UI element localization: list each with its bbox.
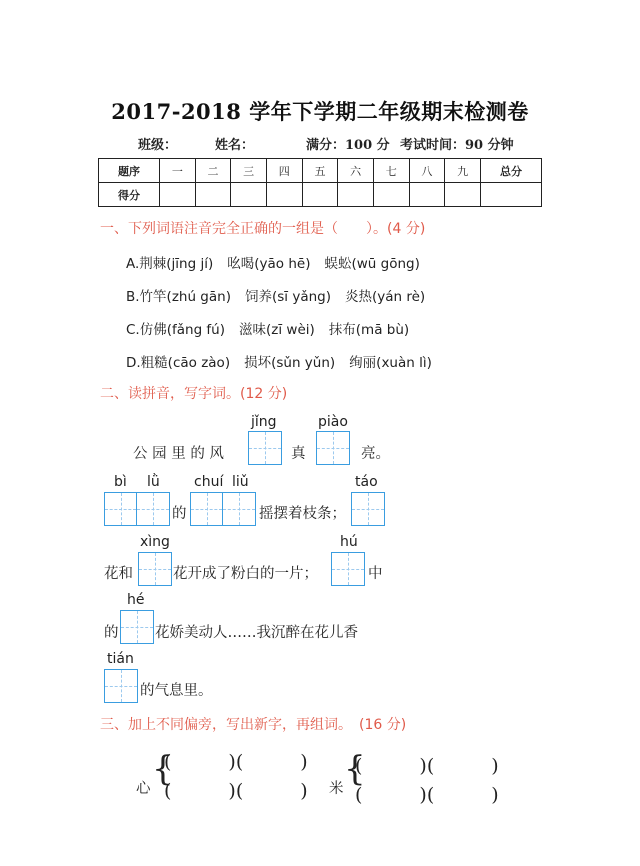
pinyin-chui: chuí <box>194 474 224 490</box>
column-cell: 三 <box>231 159 267 183</box>
option-word: A.荆棘(jīng jí) <box>126 256 214 272</box>
option-word: B.竹竿(zhú gān) <box>126 289 231 305</box>
score-cell[interactable] <box>160 183 196 207</box>
score-cell[interactable] <box>195 183 231 207</box>
writing-grid-piao[interactable] <box>316 431 350 465</box>
pinyin-bi: bì <box>114 474 127 490</box>
column-cell: 八 <box>409 159 445 183</box>
writing-grid-bilu[interactable] <box>104 492 170 526</box>
section3-heading: 三、加上不同偏旁，写出新字，再组词。 (16 分) <box>100 717 407 733</box>
pinyin-he: hé <box>127 592 145 608</box>
text-line4a: 的 <box>104 625 119 641</box>
option-word: 饲养(sī yǎng) <box>244 289 331 305</box>
writing-grid-he[interactable] <box>120 610 154 644</box>
section2-heading: 二、读拼音，写字词。(12 分) <box>100 386 288 402</box>
pinyin-tian: tián <box>107 651 134 667</box>
text-line3b: 花开成了粉白的一片； <box>173 566 318 582</box>
score-table-score-row <box>99 183 542 207</box>
paren-row-mi-1[interactable]: ( )( ) <box>355 755 499 777</box>
writing-grid-tian[interactable] <box>104 669 138 703</box>
option-b <box>126 285 439 305</box>
exam-time: 考试时间：90 分钟 <box>400 138 514 153</box>
score-cell[interactable] <box>338 183 374 207</box>
option-word: 滋味(zī wèi) <box>239 322 315 338</box>
text-line5: 的气息里。 <box>140 683 213 699</box>
score-cell[interactable] <box>409 183 445 207</box>
paren-row-mi-2[interactable]: ( )( ) <box>355 784 499 806</box>
option-word: 绚丽(xuàn lì) <box>349 355 432 371</box>
column-cell: 二 <box>195 159 231 183</box>
score-table <box>98 158 542 207</box>
option-word: D.粗糙(cāo zào) <box>126 355 231 371</box>
column-cell: 九 <box>445 159 481 183</box>
paren-row-xin-2[interactable]: ( )( ) <box>164 780 308 802</box>
root-char-mi: 米 <box>329 781 344 797</box>
writing-grid-chuiliu[interactable] <box>190 492 256 526</box>
pinyin-lu: lǜ <box>147 474 160 490</box>
score-cell[interactable] <box>373 183 409 207</box>
score-cell[interactable] <box>231 183 267 207</box>
brace-xin: { <box>152 749 174 789</box>
score-cell[interactable] <box>481 183 542 207</box>
score-cell[interactable] <box>302 183 338 207</box>
score-table-header-row <box>99 159 542 183</box>
pinyin-hu: hú <box>340 534 358 550</box>
header-cell: 题序 <box>99 159 160 183</box>
option-c <box>126 318 423 338</box>
pinyin-liu: liǔ <box>232 474 249 490</box>
score-cell[interactable] <box>266 183 302 207</box>
paren-row-xin-1[interactable]: ( )( ) <box>164 751 308 773</box>
pinyin-xing: xìng <box>140 534 170 550</box>
writing-grid-tao[interactable] <box>351 492 385 526</box>
brace-mi: { <box>344 749 366 789</box>
pinyin-tao: táo <box>355 474 378 490</box>
text-line3c: 中 <box>368 566 383 582</box>
pinyin-piao: piào <box>318 414 348 430</box>
class-label: 班级： <box>138 138 178 153</box>
option-d <box>126 351 446 371</box>
column-cell: 五 <box>302 159 338 183</box>
option-word: 吆喝(yāo hē) <box>227 256 311 272</box>
text-line1b: 真 <box>291 446 306 462</box>
option-word: 蜈蚣(wū gōng) <box>324 256 420 272</box>
text-line2a: 的 <box>172 506 187 522</box>
option-word: 抹布(mā bù) <box>328 322 410 338</box>
total-cell: 总分 <box>481 159 542 183</box>
name-label: 姓名： <box>215 138 255 153</box>
text-line1c: 亮。 <box>361 446 390 462</box>
option-a <box>126 252 434 272</box>
option-word: C.仿佛(fǎng fú) <box>126 322 226 338</box>
column-cell: 一 <box>160 159 196 183</box>
column-cell: 七 <box>373 159 409 183</box>
text-line4b: 花娇美动人……我沉醉在花儿香 <box>155 625 358 641</box>
text-line1a: 公 园 里 的 风 <box>133 446 224 462</box>
pinyin-jing: jǐng <box>251 414 277 430</box>
column-cell: 六 <box>338 159 374 183</box>
writing-grid-jing[interactable] <box>248 431 282 465</box>
section1-heading: 一、下列词语注音完全正确的一组是（ ）。(4 分) <box>100 221 426 237</box>
full-score: 满分：100 分 <box>306 138 390 153</box>
root-char-xin: 心 <box>136 781 151 797</box>
header-cell: 得分 <box>99 183 160 207</box>
option-word: 炎热(yán rè) <box>344 289 426 305</box>
writing-grid-xing[interactable] <box>138 552 172 586</box>
column-cell: 四 <box>266 159 302 183</box>
page-title: 2017-2018 学年下学期二年级期末检测卷 <box>111 99 529 124</box>
text-line2b: 摇摆着枝条； <box>259 506 346 522</box>
text-line3a: 花和 <box>104 566 133 582</box>
option-word: 损坏(sǔn yǔn) <box>244 355 336 371</box>
writing-grid-hu[interactable] <box>331 552 365 586</box>
score-cell[interactable] <box>445 183 481 207</box>
